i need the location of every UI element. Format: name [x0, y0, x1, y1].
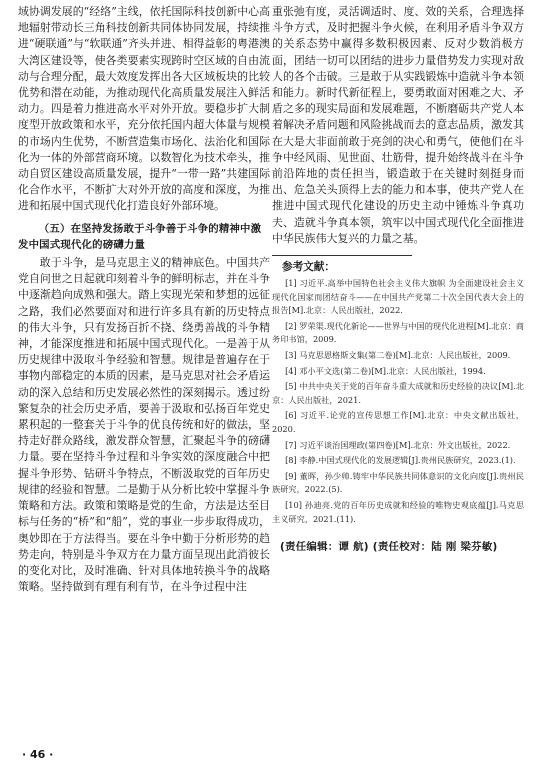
- editor-credit: (责任编辑：谭 航) (责任校对：陆 刚 梁芬敏): [280, 541, 498, 554]
- reference-item: [1] 习近平.高举中国特色社会主义伟大旗帜 为全面建设社会主义现代化国家而团结奋斗——在中国共产党第二十次全国代表大会上的报告[M].北京：人民出版社，2022.: [272, 278, 524, 316]
- page-number: · 46 ·: [22, 748, 54, 761]
- left-paragraph-1: 域协调发展的“经络”主线，依托国际科技创新中心高地辐射带动长三角科技创新共同体协同发展，持续推进“硬联通”与“软联通”齐头并进、相得益彰的粤港澳大湾区建设等，使各类要素实现跨时空区域的自由流动与合理分配，最大效度发挥出各大区域板块的比较优势和潜在动能，为推动现代化高质量发展注入鲜活动力。四是着力推进高水平对外开放。要稳步扩大制度型开放政策和水平，充分依托国内超大体量与规模的市场内生优势，不断营造集市场化、法治化和国际化为一体的外部营商环境。以数智化为技术牵头，推动自贸区建设高质量发展，提升“一带一路”共建国际化合作水平，不断扩大对外开放的高度和深度，为推进和拓展中国式现代化打造良好外部环境。: [18, 5, 270, 213]
- right-paragraph-1: 重张弛有度，灵活调适时、度、效的关系，合理选择斗争方式，及时把握斗争火候，在利用矛盾斗争双方的关系态势中赢得多数积极因素、反对少数消极方面，团结一切可以团结的进步力量借势发力实现对敌人的各个击破。三是敢于从实践锻炼中造就斗争本领和能力。新时代新征程上，要勇敢面对困难之大、矛盾之多的现实局面和发展难题，不断磨砺共产党人本着解决矛盾问题和风险挑战而去的意志品质，激发其在大是大非面前敢于亮剑的决心和勇气，使他们在斗争中经风雨、见世面、壮筋骨，提升始终战斗在斗争前沿阵地的责任担当，锻造敢于在关键时刻挺身而出、危急关头顶得上去的能力和本事，使共产党人在推进中国式现代化建设的历史主动中锤炼斗争真功夫、造就斗争真本领，筑牢以中国式现代化全面推进中华民族伟大复兴的力量之基。: [272, 5, 524, 245]
- reference-item: [9] 董晖，孙少帅.铸牢中华民族共同体意识的文化向度[J].贵州民族研究，2022.(5).: [272, 470, 524, 495]
- reference-item: [5] 中共中央关于党的百年奋斗重大成就和历史经验的决议[M].北京：人民出版社，2021.: [272, 381, 524, 405]
- references-title: 参考文献：: [282, 261, 335, 274]
- left-column: [18, 4, 270, 595]
- reference-item: [10] 孙迪亮.党的百年历史成就和经验的唯物史观底蕴[J].马克思主义研究，2021.(11).: [272, 499, 524, 524]
- section-heading: （五）在坚持发扬敢于斗争善于斗争的精神中激发中国式现代化的磅礴力量: [18, 222, 262, 251]
- reference-item: [6] 习近平.论党的宣传思想工作[M].北京：中央文献出版社，2020.: [272, 410, 524, 434]
- left-paragraph-2: 敢于斗争，是马克思主义的精神底色。中国共产党自问世之日起就印刻着斗争的鲜明标志，并在斗争中逐渐趋向成熟和强大。踏上实现光荣和梦想的远征之路，我们必然要面对和进行许多具有新的历史特点的伟大斗争，只有发扬百折不挠、绕勇善战的斗争精神，才能深度推进和拓展中国式现代化。一是善于从历史规律中汲取斗争经验和智慧。规律是普遍存在于事物内部稳定的本质的因素，是马克思对社会矛盾运动的深入总结和历史发展必然性的深刻揭示。透过纷繁复杂的社会历史矛盾，要善于汲取和弘扬百年党史累积起的一整套关于斗争的优良传统和好的做法，坚持走好群众路线，激发群众智慧，汇聚起斗争的磅礴力量。要在坚持斗争过程和斗争实效的深度融合中把握斗争形势、钻研斗争特点，不断汲取党的百年历史规律的经验和智慧。二是勤于从分析比较中掌握斗争策略和方法。政策和策略是党的生命，方法是达至目标与任务的“桥”和“船”，党的事业一步步取得成功，奥妙即在于方法得当。要在斗争中勤于分析形势的趋势走向，特别是斗争双方在力量方面呈现出此消彼长的变化对比，及时准确、针对具体地转换斗争的战略策略。坚持做到有理有利有节，在斗争过程中注: [18, 256, 270, 594]
- references-divider: [272, 255, 412, 256]
- reference-item: [8] 李静.中国式现代化的发展逻辑[J].贵州民族研究，2023.(1).: [285, 455, 516, 466]
- reference-item: [3] 马克思恩格斯文集(第二卷)[M].北京：人民出版社，2009.: [285, 350, 511, 361]
- reference-item: [7] 习近平谈治国理政(第四卷)[M].北京：外文出版社，2022.: [285, 439, 511, 450]
- reference-item: [4] 邓小平文选(第二卷)[M].北京：人民出版社，1994.: [285, 365, 486, 376]
- reference-item: [2] 罗荣渠.现代化新论——世界与中国的现代化进程[M].北京：商务印书馆，2009.: [272, 320, 524, 345]
- references-list: [272, 277, 524, 526]
- right-column: [272, 4, 524, 553]
